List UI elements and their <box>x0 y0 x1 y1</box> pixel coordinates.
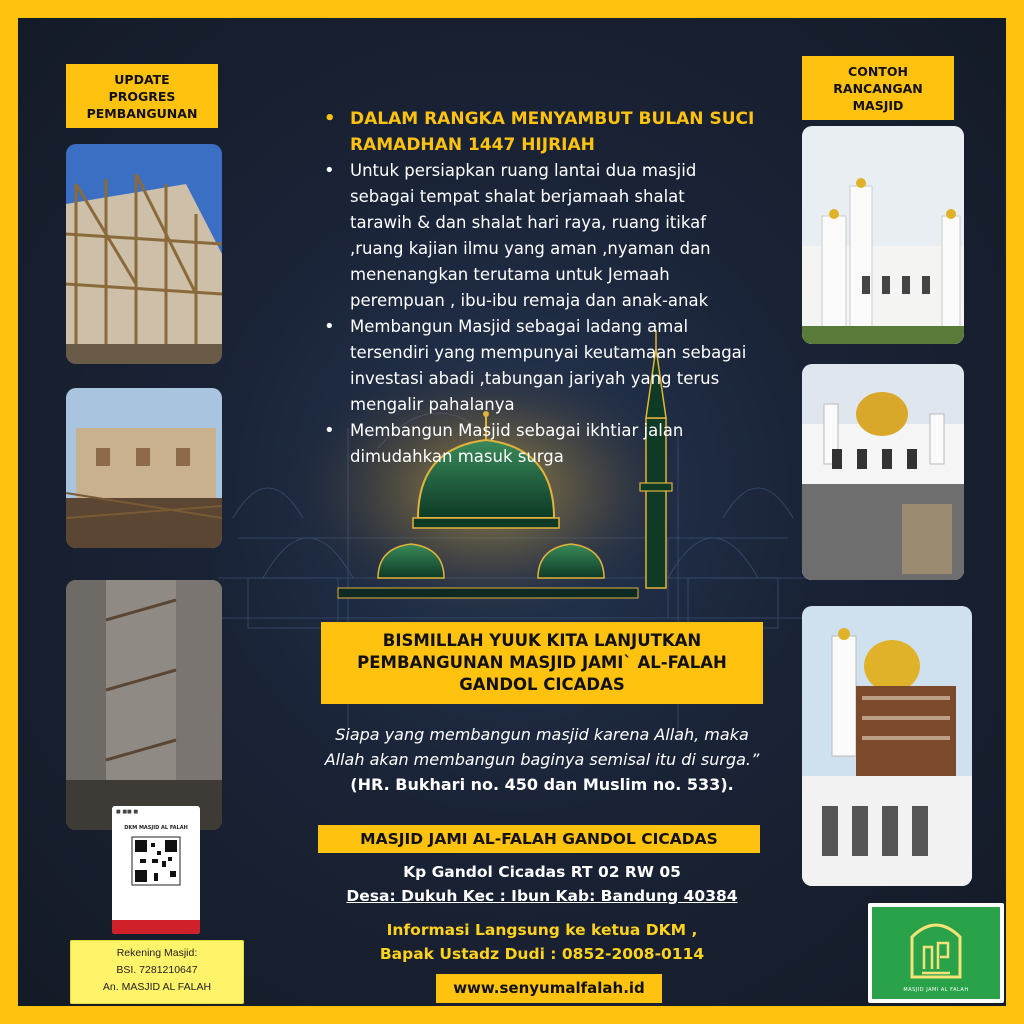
bullet-2-line-3: investasi abadi ,tabungan jariyah yang terus <box>350 369 720 388</box>
main-text <box>324 106 774 470</box>
mosque-design-2-photo <box>802 364 964 580</box>
quote-line-1: Siapa yang membangun masjid karena Allah, maka <box>335 725 749 744</box>
bullet-3-line-2: dimudahkan masuk surga <box>350 447 564 466</box>
address-line-1: Kp Gandol Cicadas RT 02 RW 05 <box>403 863 681 881</box>
mosque-design-3-photo <box>802 606 972 886</box>
bullet-1-line-4: ,ruang kajian ilmu yang aman ,nyaman dan <box>350 239 711 258</box>
bank-line-2: BSI. 7281210647 <box>116 964 198 976</box>
design-label-line-2: RANCANGAN <box>833 80 923 96</box>
poster-panel <box>18 18 1006 1006</box>
contact-info <box>304 918 780 966</box>
banner-line-2: PEMBANGUNAN MASJID JAMI` AL-FALAH <box>357 653 727 672</box>
bullet-1-line-1: Untuk persiapkan ruang lantai dua masjid <box>350 161 697 180</box>
bullet-2-line-2: tersendiri yang mempunyai keutamaan sebagai <box>350 343 747 362</box>
contact-line-2: Bapak Ustadz Dudi : 0852-2008-0114 <box>379 945 705 963</box>
bullet-1-line-6: perempuan , ibu-ibu remaja dan anak-anak <box>350 291 709 310</box>
qr-code-card <box>112 806 200 934</box>
progress-label-line-3: PEMBANGUNAN <box>86 105 198 121</box>
bullet-1-line-3: tarawih & dan shalat hari raya, ruang itikaf <box>350 213 707 232</box>
progress-label <box>66 64 218 128</box>
quote-line-2: Allah akan membangun baginya semisal itu di surga.” <box>324 750 760 769</box>
progress-label-line-2: PROGRES <box>108 88 176 104</box>
bullet-icon: • <box>324 420 335 441</box>
progress-label-line-1: UPDATE <box>114 71 170 87</box>
qr-code-icon <box>112 831 200 891</box>
bank-line-1: Rekening Masjid: <box>116 947 198 959</box>
calligraphy-icon <box>872 907 1000 987</box>
address <box>304 860 780 908</box>
logo-caption: MASJID JAMI AL FALAH <box>903 987 969 993</box>
bullet-2-line-1: Membangun Masjid sebagai ladang amal <box>350 317 689 336</box>
bank-line-3: An. MASJID AL FALAH <box>102 981 212 993</box>
banner-line-3: GANDOL CICADAS <box>459 675 625 694</box>
bullet-1-line-2: sebagai tempat shalat berjamaah shalat <box>350 187 685 206</box>
quote-source: (HR. Bukhari no. 450 dan Muslim no. 533). <box>350 775 734 794</box>
design-label <box>802 56 954 120</box>
qr-card-title: DKM MASJID AL FALAH <box>124 825 188 831</box>
bullet-item-3 <box>324 418 774 470</box>
contact-line-1: Informasi Langsung ke ketua DKM , <box>386 921 698 939</box>
mosque-logo-background <box>872 907 1000 999</box>
design-label-line-1: CONTOH <box>848 63 908 79</box>
headline-line-1: DALAM RANGKA MENYAMBUT BULAN SUCI <box>350 109 755 129</box>
bank-account-note <box>70 940 244 1004</box>
address-line-2: Desa: Dukuh Kec : Ibun Kab: Bandung 40384 <box>346 887 738 905</box>
bullet-icon: • <box>324 108 336 129</box>
hadith-quote <box>304 722 780 797</box>
qr-card-footer <box>112 920 200 934</box>
bullet-item-2 <box>324 314 774 418</box>
construction-interior-photo <box>66 580 222 830</box>
bullet-icon: • <box>324 316 335 337</box>
bullet-3-line-1: Membangun Masjid sebagai ikhtiar jalan <box>350 421 684 440</box>
construction-walls-photo <box>66 388 222 548</box>
bullet-item-1 <box>324 158 774 314</box>
mosque-logo <box>868 903 1004 1003</box>
headline-line-2: RAMADHAN 1447 HIJRIAH <box>350 135 595 155</box>
bullet-1-line-5: menenangkan terutama untuk Jemaah <box>350 265 670 284</box>
call-to-action-banner <box>321 622 763 704</box>
qr-card-header: ■ ■■ ■ <box>116 809 139 815</box>
construction-scaffold-photo <box>66 144 222 364</box>
bullet-2-line-4: mengalir pahalanya <box>350 395 515 414</box>
mosque-design-1-photo <box>802 126 964 344</box>
headline <box>324 106 774 158</box>
website-link[interactable]: www.senyumalfalah.id <box>436 974 662 1003</box>
bullet-icon: • <box>324 160 335 181</box>
mosque-name-bar: MASJID JAMI AL-FALAH GANDOL CICADAS <box>318 825 760 853</box>
banner-line-1: BISMILLAH YUUK KITA LANJUTKAN <box>382 631 702 650</box>
design-label-line-3: MASJID <box>852 97 904 113</box>
